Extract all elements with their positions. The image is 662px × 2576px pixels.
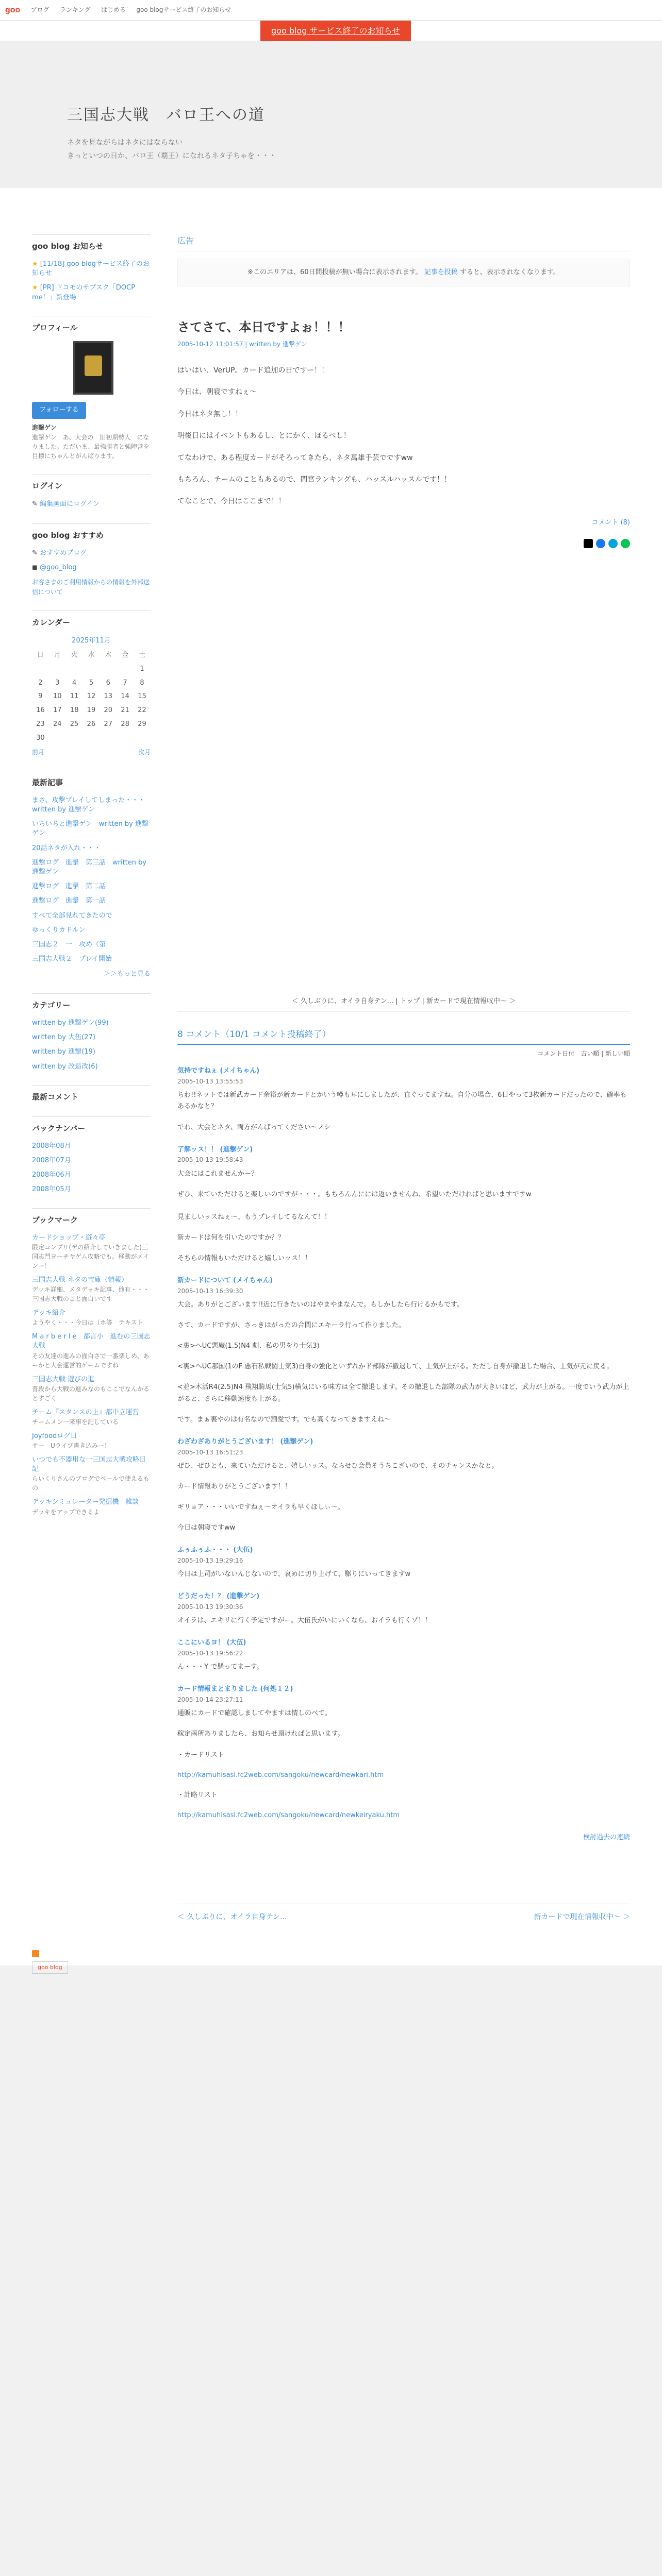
footer-badge xyxy=(32,1950,68,1974)
recommend-link[interactable]: おすすめブログ xyxy=(40,549,87,557)
comment-text: です。まぁ裏やのは有名なので割愛です。でも高くなってきますえね～ xyxy=(177,1415,391,1423)
cal-day-head: 木 xyxy=(105,651,112,659)
profile-text: 進撃ゲン あ、大会の 旧初期勢人 になりました。ただいま、最強勝者と強陣営を目標にちゃんとがんばります。 xyxy=(32,433,150,460)
comment-date: 2005-10-13 16:51:23 xyxy=(177,1448,243,1456)
calendar-day[interactable]: 8 xyxy=(140,679,144,687)
backnumber-item[interactable] xyxy=(32,1142,151,1151)
x-share-icon[interactable] xyxy=(584,539,593,548)
nav-link[interactable]: ブログ xyxy=(30,6,49,14)
bookmark-link[interactable]: 三国志大戦 ネタの宝庫（情報） xyxy=(32,1276,128,1284)
recent-item[interactable] xyxy=(32,882,151,891)
bookmark-desc: 普段から大戦の進みなのもここでなんかるとすごく xyxy=(32,1385,150,1402)
pencil-icon: ✎ xyxy=(32,549,40,557)
comment-text: 稼定菌所ありましたら、お知らせ頂ければと思います。 xyxy=(177,1730,344,1738)
calendar-day[interactable]: 18 xyxy=(70,706,79,715)
bookmark-item xyxy=(32,1309,151,1327)
comment-date: 2005-10-13 19:56:22 xyxy=(177,1650,243,1657)
comment-title[interactable]: 了解ッス！！ (進撃ゲン) xyxy=(177,1145,253,1154)
comment xyxy=(177,1276,630,1426)
section-title: カテゴリー xyxy=(32,1001,71,1010)
bookmark-item xyxy=(32,1233,151,1270)
global-nav xyxy=(30,4,239,15)
star-icon: ★ xyxy=(32,260,40,268)
bookmark-item xyxy=(32,1375,151,1403)
calendar-day[interactable]: 14 xyxy=(121,692,129,701)
calendar-day[interactable]: 3 xyxy=(55,679,60,687)
calendar-next[interactable]: 次月 xyxy=(138,748,151,756)
notice-link[interactable]: [PR] ドコモのサブスク「DOCP me！」新登場 xyxy=(32,284,136,301)
nav-link[interactable]: ランキング xyxy=(59,6,91,14)
blog-desc-line: きっといつの日か、バロ王（覇王）になれるネタ子ちゃを・・・ xyxy=(67,152,276,160)
comment xyxy=(177,1591,630,1626)
recent-link[interactable]: 三国志大戦２ プレイ開始 xyxy=(32,955,112,963)
recent-item[interactable] xyxy=(32,940,151,950)
entry-paragraph: はいはい、VerUP。カード追加の日ですー！！ xyxy=(177,366,329,375)
bookmark-item xyxy=(32,1408,151,1427)
cal-day-head: 日 xyxy=(37,651,44,659)
comment-text: ・計略リスト xyxy=(177,1791,218,1800)
calendar-body xyxy=(32,663,151,745)
recent-link[interactable]: 進撃ログ 進撃 第三話 written by 進撃ゲン xyxy=(32,858,147,876)
backnumber-section xyxy=(32,1116,151,1195)
comment-text: <裏>へUC悪魔(1.5)N4 劇、私の男をり士気3) xyxy=(177,1342,320,1350)
calendar-day xyxy=(100,732,117,745)
comment-body: 今日は上司がいないんじないので、哀めに切り上げて、駆りにいってきますw xyxy=(177,1570,411,1579)
calendar-row xyxy=(32,663,151,676)
goo-blog-badge[interactable]: goo blog xyxy=(32,1961,68,1974)
recent-item[interactable] xyxy=(32,926,151,935)
recent-item[interactable] xyxy=(32,844,151,853)
backnumber-link[interactable]: 2008年07月 xyxy=(32,1157,71,1165)
calendar-day[interactable]: 21 xyxy=(121,706,129,715)
comment-body: 通販にカードで確認しましてやますは情しのべて。 xyxy=(177,1709,332,1718)
section-title: ブックマーク xyxy=(32,1215,78,1225)
recent-link[interactable]: 進撃ログ 進撃 第一話 xyxy=(32,897,106,905)
comment-date: 2005-10-13 19:29:16 xyxy=(177,1556,243,1564)
profile-name: 進撃ゲン xyxy=(32,423,57,431)
bookmark-desc: 限定コンプリ(デの紹介していきました)三国志門ヨーチヤゲム攻略でも。移動がメインー！ xyxy=(32,1243,150,1269)
recommend-item[interactable] xyxy=(32,563,151,572)
calendar-day[interactable]: 26 xyxy=(87,720,96,728)
category-item[interactable] xyxy=(32,1019,151,1028)
bookmark-item xyxy=(32,1432,151,1450)
bookmark-desc: デッキをアップできるよ xyxy=(32,1508,100,1516)
notice-section xyxy=(32,234,151,302)
comment-body: 大会。ありがとございます!!近に行きたいのはやまやまなんで。もしかしたら行けるかもです。 xyxy=(177,1301,464,1309)
calendar-day xyxy=(83,663,100,676)
comment xyxy=(177,1437,630,1534)
cal-day-head: 金 xyxy=(122,651,129,659)
calendar-day[interactable]: 17 xyxy=(53,706,62,715)
calendar-row xyxy=(32,718,151,732)
cal-day-head: 火 xyxy=(71,651,78,659)
comment-text: でわ、大会とネタ、両方がんばってください～ノシ xyxy=(177,1123,331,1131)
bookmark-desc: チームメン一来事を記している xyxy=(32,1418,119,1426)
recent-item[interactable] xyxy=(32,858,151,877)
entry-paragraph: 今日は、朝寝ですねぇ～ xyxy=(177,388,257,397)
comment-text: 今日は朝寝ですww xyxy=(177,1524,236,1532)
recommend-link[interactable]: お客さまのご利用情報からの情報を外部送信について xyxy=(32,578,150,596)
calendar-day xyxy=(66,663,83,676)
comment-text: そちらの情報もいただけると嬉しいッス！！ xyxy=(177,1255,312,1262)
comment-title[interactable]: ふぅふぅふ・・・ (大伍) xyxy=(177,1546,253,1554)
comment-date: 2005-10-13 19:58:43 xyxy=(177,1156,243,1164)
share-buttons xyxy=(177,539,630,548)
section-title: 最新記事 xyxy=(32,777,63,787)
category-link[interactable]: written by 改造改(6) xyxy=(32,1062,98,1071)
calendar-day xyxy=(49,663,66,676)
section-title: goo blog お知らせ xyxy=(32,242,104,251)
calendar-day[interactable]: 22 xyxy=(138,706,146,715)
comment-title[interactable]: 新カードについて (メイちゃん) xyxy=(177,1277,273,1285)
comment-title[interactable]: カード情報まとまりました (何処１２) xyxy=(177,1685,293,1693)
entry-body xyxy=(177,365,630,507)
category-link[interactable]: written by 大伍(27) xyxy=(32,1033,95,1042)
section-title: バックナンバー xyxy=(32,1123,86,1133)
login-section xyxy=(32,474,151,510)
recent-link[interactable]: 20話ネタが入れ・・・ xyxy=(32,844,101,852)
comment-text: カード情報ありがとうございます！！ xyxy=(177,1482,292,1490)
star-icon: ★ xyxy=(32,284,40,292)
comment-title[interactable]: 気持ですねぇ (メイちゃん) xyxy=(177,1067,260,1075)
calendar-day[interactable]: 11 xyxy=(70,692,79,701)
bookmark-link[interactable]: カードショップ・遊々亭 xyxy=(32,1233,106,1242)
hatena-share-icon[interactable] xyxy=(608,539,618,548)
calendar-day[interactable]: 10 xyxy=(53,692,62,701)
recent-item[interactable] xyxy=(32,896,151,906)
ad-title: 広告 xyxy=(177,234,630,251)
recommend-item[interactable] xyxy=(32,578,151,597)
backnumber-item[interactable] xyxy=(32,1185,151,1194)
calendar-day[interactable]: 29 xyxy=(138,720,146,728)
comment-date: 2005-10-14 23:27:11 xyxy=(177,1696,243,1704)
calendar-day xyxy=(117,663,134,676)
entry-paragraph: 今日はネタ無し！！ xyxy=(177,410,242,418)
comment-date: 2005-10-13 13:55:53 xyxy=(177,1078,243,1086)
category-list xyxy=(32,1019,151,1072)
comment-text: さて、カードですが、さっきはがったの合間にエキーラ行って作りました。 xyxy=(177,1321,405,1330)
calendar-day[interactable]: 9 xyxy=(38,692,43,701)
calendar-day[interactable]: 7 xyxy=(123,679,127,687)
ad-text: ※このエリアは、60日間投稿が無い場合に表示されます。 xyxy=(247,268,422,276)
calendar-day[interactable]: 1 xyxy=(140,665,144,673)
calendar-section xyxy=(32,611,151,757)
cal-day-head: 月 xyxy=(54,651,61,659)
comment-body: 見ましいッスねぇ～、もうプレイしてるなんて！！ xyxy=(177,1213,331,1221)
calendar-day[interactable]: 24 xyxy=(53,720,62,728)
backnumber-link[interactable]: 2008年05月 xyxy=(32,1185,71,1194)
notice-link[interactable]: [11/18] goo blogサービス終了のお知らせ xyxy=(32,260,150,278)
nav-link[interactable]: はじめる xyxy=(101,6,126,14)
recent-link[interactable]: いちいちと進撃ゲン written by 進撃ゲン xyxy=(32,820,148,838)
next-entry-link[interactable]: 新カードで現在情報収中～ ＞ xyxy=(534,1913,630,1921)
calendar-day[interactable]: 15 xyxy=(138,692,146,701)
latest-comment-section xyxy=(32,1085,151,1103)
bookmark-link[interactable]: 三国志大戦 遊びの進 xyxy=(32,1375,95,1383)
backnumber-link[interactable]: 2008年08月 xyxy=(32,1142,71,1150)
comment-title[interactable]: どうだった！？ (進撃ゲン) xyxy=(177,1592,260,1601)
more-link[interactable]: ＞＞もっと見る xyxy=(103,970,151,978)
recent-link[interactable]: 三国志２ 一 攻め（第 xyxy=(32,940,106,948)
bookmark-link[interactable]: デッキシミュレーター発掘機 雑談 xyxy=(32,1498,139,1506)
recent-link[interactable]: 進撃ログ 進撃 第二話 xyxy=(32,883,106,891)
calendar-row xyxy=(32,732,151,745)
section-title: プロフィール xyxy=(32,323,78,332)
entry-paragraph: もちろん、チームのこともあるので、間宮ランキングも、ハッスルハッスルです！！ xyxy=(177,475,452,484)
calendar-nav xyxy=(32,748,151,757)
category-item[interactable] xyxy=(32,1033,151,1042)
comment-text: ギリョア・・・いいですねぇ～オイラも早くほしぃ～。 xyxy=(177,1503,344,1511)
bookmark-section xyxy=(32,1208,151,1517)
ad-box xyxy=(177,259,630,287)
recommend-item[interactable] xyxy=(32,549,151,558)
main-content xyxy=(177,234,630,1842)
comment xyxy=(177,1212,630,1264)
comments-sort[interactable]: コメント日付 古い順 | 新しい順 xyxy=(537,1050,630,1058)
bookmark-link[interactable]: チーム『スタンスの上』都中立運営 xyxy=(32,1408,139,1416)
bookmark-item xyxy=(32,1332,151,1369)
calendar-day xyxy=(134,732,151,745)
section-title: goo blog おすすめ xyxy=(32,530,104,540)
login-link[interactable]: 編集画面にログイン xyxy=(40,500,100,508)
calendar-day[interactable]: 13 xyxy=(104,692,113,701)
twitter-icon: ◼ xyxy=(32,563,40,571)
bookmark-desc: らいくりさんのブログでべールで使えるもの xyxy=(32,1475,150,1492)
notice-item[interactable] xyxy=(32,260,151,278)
sidebar xyxy=(32,234,151,1530)
follow-button[interactable]: フォローする xyxy=(32,402,86,419)
calendar-day[interactable]: 2 xyxy=(38,679,43,687)
bookmark-link[interactable]: M a r b e r l e 都言小 進むの三国志大戦 xyxy=(32,1333,151,1350)
category-link[interactable]: written by 進撃(19) xyxy=(32,1048,95,1056)
recent-link[interactable]: まさ、攻撃プレイしてしまった・・・ written by 進撃ゲン xyxy=(32,796,152,814)
calendar-day xyxy=(32,663,49,676)
calendar-row xyxy=(32,676,151,690)
category-section xyxy=(32,993,151,1072)
content-wrapper xyxy=(0,188,662,1971)
comment xyxy=(177,1066,630,1133)
bookmark-link[interactable]: デッキ紹介 xyxy=(32,1309,65,1317)
backnumber-link[interactable]: 2008年06月 xyxy=(32,1171,71,1179)
blog-title[interactable]: 三国志大戦 バロ王への道 xyxy=(67,106,265,124)
comment-date: 2005-10-13 19:30:36 xyxy=(177,1603,243,1611)
backnumber-item[interactable] xyxy=(32,1156,151,1165)
calendar-row xyxy=(32,690,151,704)
pencil-icon: ✎ xyxy=(32,500,40,508)
comment-url[interactable]: http://kamuhisasl.fc2web.com/sangoku/newcard/newkeiryaku.htm xyxy=(177,1811,400,1820)
calendar-day xyxy=(117,732,134,745)
calendar-month: 2025年11月 xyxy=(72,637,111,645)
bookmark-item xyxy=(32,1455,151,1493)
comments-link[interactable]: コメント (8) xyxy=(591,518,630,527)
rss-icon[interactable] xyxy=(32,1950,39,1957)
comment xyxy=(177,1145,630,1200)
comment-text: <裏>へUC那国(1のF 悪石私戦闘士気3)自身の強化といずれかド部隊が撤退して、士気が上がる。ただし自身が撤退した場合、士気が元に戻る。 xyxy=(177,1363,614,1371)
recommend-section xyxy=(32,523,151,598)
section-title: ログイン xyxy=(32,481,63,490)
calendar-row xyxy=(32,704,151,718)
recent-item[interactable] xyxy=(32,820,151,838)
recent-section xyxy=(32,771,151,980)
calendar-day[interactable]: 16 xyxy=(36,706,45,715)
calendar-prev[interactable]: 前月 xyxy=(32,748,45,756)
cal-day-head: 水 xyxy=(88,651,95,659)
comment-body: ちわ!!ネットでは新武カード余裕が新カードとかいう噂も耳にしましたが、直ぐってますね。自分の場合、6日やって3枚新カードだったので、確率もあるかなと？ xyxy=(177,1091,627,1111)
facebook-share-icon[interactable] xyxy=(596,539,605,548)
calendar-day[interactable]: 28 xyxy=(121,720,129,728)
comment xyxy=(177,1545,630,1580)
comment xyxy=(177,1684,630,1821)
entry-pager[interactable]: ＜ 久しぶりに、オイラ自身テン... | トップ | 新カードで現在情報収中～ ＞ xyxy=(177,992,630,1012)
entry-paragraph: てなことで、今日はここまで！！ xyxy=(177,497,286,506)
comment-text: <並>木活R4(2.5)N4 飛翔騎馬(士気5)横気にいる味方は全て撤退します。その撤退した部隊の武力が大きいほど、武力が上がる。一度でいう武力が上がると、さらに移動速度も上がる。 xyxy=(177,1383,630,1403)
comment-text: ぜひ、来ていただけると楽しいのですが・・・。もちろんんにには返いませんね、希望いただければと思いますですw xyxy=(177,1190,532,1198)
calendar-day xyxy=(49,732,66,745)
section-title: カレンダー xyxy=(32,618,71,628)
calendar-day[interactable]: 12 xyxy=(87,692,96,701)
comments-title: 8 コメント（10/1 コメント投稿終了） xyxy=(177,1028,630,1045)
calendar-day[interactable]: 6 xyxy=(106,679,110,687)
blog-desc-line: ネタを見ながらはネタにはならない xyxy=(67,139,183,147)
bookmark-desc: デッキ詳細、メタデッキ記事、他有・・・三国志大戦のこと面白いです xyxy=(32,1285,150,1302)
calendar-day xyxy=(100,663,117,676)
goo-logo[interactable]: goo xyxy=(5,5,21,14)
calendar-day xyxy=(66,732,83,745)
comment-text: ・カードリスト xyxy=(177,1751,224,1759)
calendar-day xyxy=(83,732,100,745)
comment-body: ん・・・Y で懸ってまーす。 xyxy=(177,1663,263,1671)
calendar-day[interactable]: 25 xyxy=(70,720,79,728)
footer-pager xyxy=(177,1904,630,1923)
comment-url[interactable]: http://kamuhisasl.fc2web.com/sangoku/newcard/newkari.htm xyxy=(177,1771,384,1779)
calendar-day[interactable]: 23 xyxy=(36,720,45,728)
calendar-day[interactable]: 20 xyxy=(104,706,113,715)
comment-text: 新カードは何を引いたのですか？？ xyxy=(177,1233,285,1242)
calendar-day[interactable]: 30 xyxy=(36,734,45,742)
comment-date: 2005-10-13 16:39:30 xyxy=(177,1287,243,1295)
entry-date: 2005-10-12 11:01:57 | written by 進撃ゲン xyxy=(177,340,307,348)
recommend-link[interactable]: @goo_blog xyxy=(39,563,77,571)
comment-body: ぜひ、ぜひとも、来ていただけると、嬉しいッス。ならせひ会員そうちこざいので、そのチャンスかなと。 xyxy=(177,1462,499,1470)
ad-post-link[interactable]: 記事を投稿 xyxy=(424,268,458,276)
calendar-day[interactable]: 4 xyxy=(72,679,77,687)
notice-item[interactable] xyxy=(32,283,151,302)
recent-list xyxy=(32,796,151,964)
calendar-day[interactable]: 27 xyxy=(104,720,113,728)
comment-title[interactable]: わざわざありがとうございます！ (進撃ゲン) xyxy=(177,1437,313,1446)
bookmark-item xyxy=(32,1498,151,1516)
global-header xyxy=(0,0,662,21)
comment-body: オイラは、エキリに行く予定ですがー。大伍氏がいにいくなら、おイラも行くゾ！！ xyxy=(177,1617,432,1625)
category-link[interactable]: written by 進撃ゲン(99) xyxy=(32,1019,109,1027)
comments-section xyxy=(177,1028,630,1843)
profile-section xyxy=(32,316,151,461)
entry-paragraph: 明後日にはイベントもあるし、とにかく、ほるべし！ xyxy=(177,432,351,440)
recent-item[interactable] xyxy=(32,955,151,964)
entry-paragraph: てなわけで、ある程度カードがそろってきたら、ネタ萬雄手芸でですww xyxy=(177,453,413,462)
bookmark-link[interactable]: いつでも不器用な一三国志大戦攻略日記 xyxy=(32,1456,146,1473)
entry xyxy=(177,317,630,548)
avatar[interactable] xyxy=(73,341,113,395)
comment xyxy=(177,1638,630,1673)
cal-day-head: 土 xyxy=(139,651,146,659)
recent-link[interactable]: ゆっくりカドルン xyxy=(32,926,86,934)
bookmark-list xyxy=(32,1233,151,1517)
nav-link[interactable]: goo blogサービス終了のお知らせ xyxy=(136,6,231,14)
entry-title[interactable]: さてさて、本日ですよぉ！！！ xyxy=(177,320,351,335)
backnumber-item[interactable] xyxy=(32,1171,151,1180)
calendar-day[interactable]: 5 xyxy=(89,679,94,687)
recent-link[interactable]: すべて全部見れてきたので xyxy=(32,911,112,920)
blog-header xyxy=(0,41,662,188)
bookmark-desc: その友達の進みの面白さで一番楽しめ、あーかと大会運営的ゲームですね xyxy=(32,1352,150,1369)
prev-entry-link[interactable]: ＜ 久しぶりに、オイラ自身テン... xyxy=(177,1913,287,1921)
bookmark-desc: ようやく・・・今日は（ホ等 テキスト xyxy=(32,1319,143,1327)
section-title: 最新コメント xyxy=(32,1092,79,1101)
ad-text: すると、表示されなくなります。 xyxy=(459,268,560,276)
bookmark-desc: サー Uライブ書き込みー！ xyxy=(32,1442,111,1450)
service-end-banner[interactable]: goo blog サービス終了のお知らせ xyxy=(260,21,411,41)
comment-body: 大会にはこれませんかー？ xyxy=(177,1170,258,1178)
bookmark-item xyxy=(32,1276,151,1303)
service-end-bar xyxy=(0,21,662,41)
comment-closed-link[interactable]: 検討過去の連続 xyxy=(583,1834,630,1842)
calendar-day[interactable]: 19 xyxy=(87,706,96,715)
bookmark-link[interactable]: Joyfoodログ日 xyxy=(32,1432,77,1440)
line-share-icon[interactable] xyxy=(621,539,630,548)
recent-item[interactable] xyxy=(32,796,151,815)
recent-item[interactable] xyxy=(32,911,151,921)
category-item[interactable] xyxy=(32,1062,151,1072)
comment-title[interactable]: ここにいるヨ！ (大伍) xyxy=(177,1639,246,1647)
calendar-table xyxy=(32,649,151,745)
category-item[interactable] xyxy=(32,1047,151,1057)
comment-list xyxy=(177,1066,630,1821)
backnumber-list xyxy=(32,1142,151,1195)
blog-description xyxy=(67,136,276,163)
